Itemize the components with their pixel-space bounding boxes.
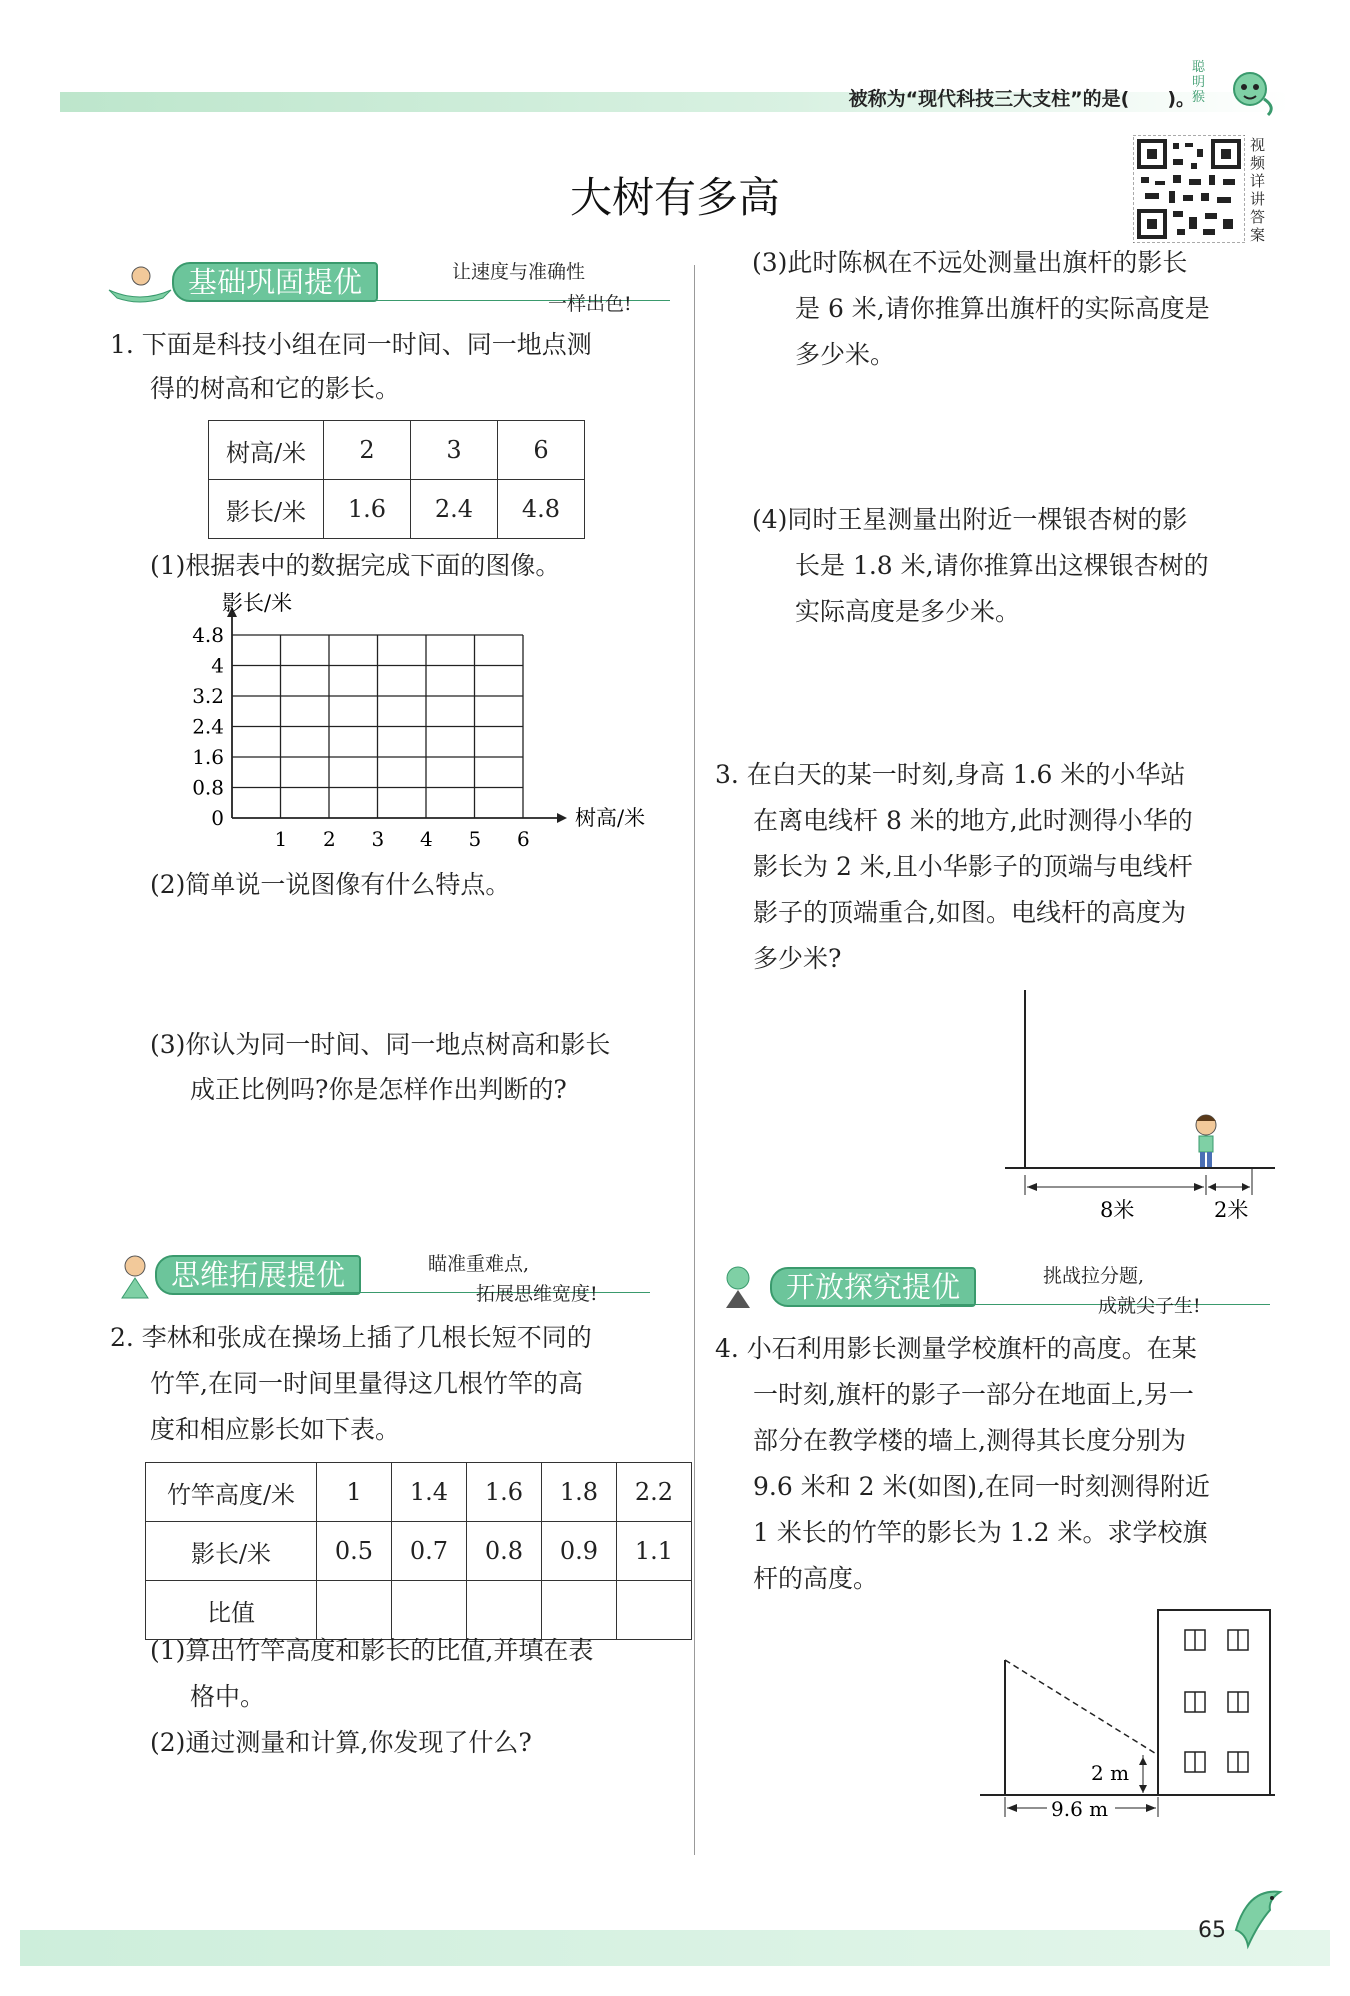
- table-cell: 1.6: [467, 1463, 542, 1522]
- page-number: 65: [1198, 1918, 1226, 1943]
- mascot-monkey-icon: [712, 1262, 764, 1310]
- q1-part1: (1)根据表中的数据完成下面的图像。: [150, 551, 561, 580]
- table-cell: 0.8: [467, 1522, 542, 1581]
- y-tick-label: 4: [211, 653, 224, 678]
- page-title: 大树有多高: [569, 173, 780, 222]
- y-tick-label: 4.8: [192, 623, 224, 647]
- q4-stem: 9.6 米和 2 米(如图),在同一时刻测得附近: [753, 1472, 1210, 1501]
- table-cell: 0.9: [542, 1522, 617, 1581]
- table-cell-blank[interactable]: [617, 1581, 692, 1640]
- section-banner-open: 开放探究提优: [770, 1267, 976, 1307]
- q1-part3-flagpole: (3)此时陈枫在不远处测量出旗杆的影长: [752, 248, 1188, 277]
- table-cell: 1.8: [542, 1463, 617, 1522]
- table-cell: 1.1: [617, 1522, 692, 1581]
- q4-stem: 部分在教学楼的墙上,测得其长度分别为: [753, 1426, 1186, 1455]
- q4-building-diagram: [975, 1605, 1280, 1820]
- table-cell: 1: [317, 1463, 392, 1522]
- table-cell: 1.4: [392, 1463, 467, 1522]
- q3-label-8: 8米: [1100, 1198, 1135, 1222]
- q1-part2: (2)简单说一说图像有什么特点。: [150, 870, 511, 899]
- x-tick-label: 1: [274, 827, 288, 851]
- table-cell: 4.8: [498, 480, 585, 539]
- q4-label-96: 9.6 m: [1051, 1797, 1109, 1820]
- section-motto: 挑战拉分题,: [1043, 1265, 1145, 1287]
- mascot-girl-icon: [110, 1250, 160, 1300]
- boy-figure-icon: [1196, 1115, 1216, 1167]
- q1-table: [208, 420, 585, 539]
- shadow-grid-chart: [170, 586, 670, 856]
- q3-pole-diagram: [1000, 985, 1280, 1230]
- table-header-cell: 树高/米: [209, 421, 324, 480]
- q1-part4-ginkgo: 实际高度是多少米。: [795, 597, 1021, 626]
- section-banner-thinking: 思维拓展提优: [155, 1255, 361, 1295]
- q2-stem: 2. 李林和张成在操场上插了几根长短不同的: [110, 1323, 592, 1352]
- table-cell: 1.6: [324, 480, 411, 539]
- y-tick-label: 2.4: [192, 714, 224, 739]
- q1-part3: (3)你认为同一时间、同一地点树高和影长: [150, 1030, 611, 1059]
- y-tick-label: 1.6: [192, 745, 224, 769]
- q4-stem: 4. 小石利用影长测量学校旗杆的高度。在某: [715, 1334, 1197, 1363]
- y-tick-label: 3.2: [192, 684, 224, 708]
- column-divider: [694, 265, 695, 1855]
- table-cell: 2: [324, 421, 411, 480]
- x-tick-label: 4: [420, 827, 433, 851]
- q3-stem: 多少米?: [753, 944, 842, 973]
- table-header-cell: 影长/米: [209, 480, 324, 539]
- q4-stem: 杆的高度。: [753, 1564, 879, 1593]
- q1-part3-flagpole: 多少米。: [795, 340, 896, 369]
- section-motto: 瞄准重难点,: [428, 1253, 530, 1275]
- q2-part1: 格中。: [190, 1682, 266, 1711]
- q1-part4-ginkgo: (4)同时王星测量出附近一棵银杏树的影: [752, 505, 1188, 534]
- q3-stem: 在离电线杆 8 米的地方,此时测得小华的: [753, 806, 1193, 835]
- section-motto: 一样出色!: [548, 293, 632, 315]
- q1-stem: 得的树高和它的影长。: [150, 374, 401, 403]
- mascot-caption: 聪明猴: [1192, 60, 1206, 105]
- q3-label-2: 2米: [1214, 1198, 1249, 1222]
- table-row: [146, 1463, 692, 1522]
- q1-part3-flagpole: 是 6 米,请你推算出旗杆的实际高度是: [795, 294, 1210, 323]
- x-tick-label: 2: [323, 827, 336, 851]
- section-motto: 成就尖子生!: [1098, 1295, 1201, 1317]
- dolphin-icon: [1228, 1880, 1290, 1950]
- table-row: [209, 480, 585, 539]
- qr-label: 视频详讲答案: [1250, 136, 1266, 244]
- q2-stem: 竹竿,在同一时间里量得这几根竹竿的高: [150, 1369, 583, 1398]
- section-motto: 让速度与准确性: [452, 261, 586, 283]
- q3-stem: 3. 在白天的某一时刻,身高 1.6 米的小华站: [715, 760, 1186, 789]
- q1-part4-ginkgo: 长是 1.8 米,请你推算出这棵银杏树的: [795, 551, 1209, 580]
- x-tick-label: 3: [371, 827, 385, 851]
- table-cell: 3: [411, 421, 498, 480]
- y-axis-label: 影长/米: [222, 591, 293, 615]
- x-axis-label: 树高/米: [575, 806, 646, 830]
- x-tick-label: 5: [468, 827, 482, 851]
- section-motto: 拓展思维宽度!: [476, 1283, 598, 1305]
- table-header-cell: 比值: [146, 1581, 317, 1640]
- q1-stem: 1. 下面是科技小组在同一时间、同一地点测: [110, 330, 592, 359]
- section-banner-basic: 基础巩固提优: [172, 262, 378, 302]
- table-header-cell: 竹竿高度/米: [146, 1463, 317, 1522]
- q3-stem: 影长为 2 米,且小华影子的顶端与电线杆: [753, 852, 1193, 881]
- q4-stem: 1 米长的竹竿的影长为 1.2 米。求学校旗: [753, 1518, 1208, 1547]
- monkey-mascot-icon: [1208, 55, 1278, 120]
- q2-part2: (2)通过测量和计算,你发现了什么?: [150, 1728, 532, 1757]
- q2-part1: (1)算出竹竿高度和影长的比值,并填在表: [150, 1636, 594, 1665]
- q2-stem: 度和相应影长如下表。: [150, 1415, 401, 1444]
- q2-table: [145, 1462, 692, 1640]
- q4-stem: 一时刻,旗杆的影子一部分在地面上,另一: [753, 1380, 1194, 1409]
- table-cell: 0.5: [317, 1522, 392, 1581]
- y-tick-label: 0.8: [192, 775, 224, 800]
- table-header-cell: 影长/米: [146, 1522, 317, 1581]
- x-axis-arrow: [557, 813, 567, 823]
- footer-band: [20, 1930, 1330, 1966]
- x-tick-label: 6: [517, 827, 530, 851]
- header-question: 被称为“现代科技三大支柱”的是( )。: [848, 88, 1195, 110]
- table-cell: 2.2: [617, 1463, 692, 1522]
- q1-part3: 成正比例吗?你是怎样作出判断的?: [190, 1075, 567, 1104]
- table-row: [209, 421, 585, 480]
- table-row: [146, 1522, 692, 1581]
- table-cell: 6: [498, 421, 585, 480]
- table-cell: 0.7: [392, 1522, 467, 1581]
- table-cell: 2.4: [411, 480, 498, 539]
- y-tick-label: 0: [211, 806, 224, 830]
- q3-stem: 影子的顶端重合,如图。电线杆的高度为: [753, 898, 1186, 927]
- q4-label-2m: 2 m: [1091, 1761, 1130, 1785]
- mascot-boat-icon: [105, 262, 175, 304]
